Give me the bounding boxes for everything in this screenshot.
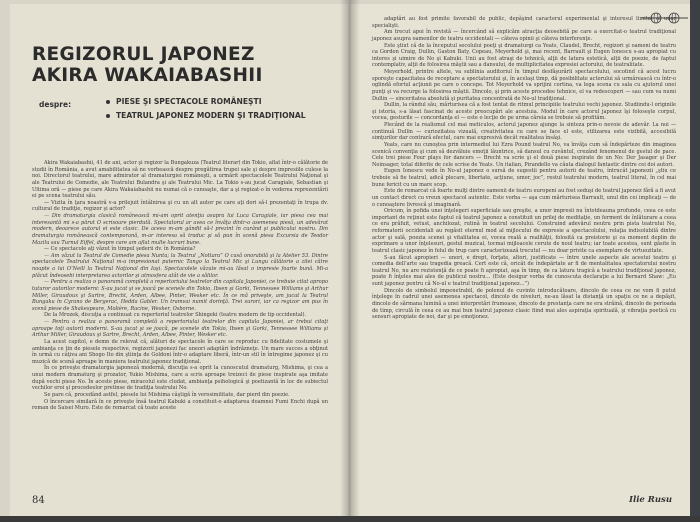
paragraph: Dincolo de simbolul impenetrabil, de polenul de cuvinte introducătoare, dincolo de ceea ce ne vom fi putut înţelege în cadrul unei asemenea spectacol, dincolo de niveluri, ne-au lăsat la distanţă un spaţiu ce ne a depăşit, dincolo de sărmana lumină a unei interpretări frumoase, dincolo de prestanţa care ne era străină, dincolo de perioada de timp, circulă în ceea ce au mai bun teatrul japonez clasic fiind mai ales aspiraţia spirituală, şi vibraţia poetică cu sensuri apropiate de noi, dar şi pe emoţionez. [372, 287, 676, 321]
bullet-icon [106, 114, 110, 118]
topic-label: PIESE ŞI SPECTACOLE ROMÂNEŞTI [116, 97, 262, 106]
bullet-icon [106, 100, 110, 104]
paragraph: Am trecut apoi în revistă — încercând să explicăm atracţia deosebită pe care a exercitat-o teatrul tradiţional japonez asupra oamenilor de teatru occidentali — câteva opinii şi câteva interferenţe. [372, 29, 676, 42]
paragraph: — Vizita în ţara noastră v-a prilejuit întâlnirea şi cu un alt autor pe care aţi dori să-l prezentaţi în trupa dv. cultural de tradiţie, regizor şi actor? [32, 199, 328, 213]
bottom-edge [0, 516, 700, 522]
article-title [32, 44, 332, 86]
paragraph: Plecând de la realismul cel mai meticulos, actorul japonez ajunge la sinteza prin-o nevoie de adevăr. La noi — continuă Dullin — curiozitatea vizuală, creativitatea cu care se face el este, stilizarea este vizibilă, accesibilă simţurilor dar contrară efectul, care mai expresivă decât realitatea însăşi. [372, 122, 676, 142]
paragraph: O încercare similară în ce priveşte însă teatrul Kabuki a constituit-o adaptarea doamnei Fumi Enchi după un roman de Saisei Muro. Este de remarcat că toate aceste [32, 398, 328, 412]
despre-label: despre: [39, 100, 72, 109]
page-number: 84 [32, 495, 45, 506]
topic-item [106, 95, 306, 109]
book-gutter [340, 0, 360, 522]
paragraph: — Din dramaturgia clasică românească mi-am oprit atenţia asupra lui Luca Caragiale, iar piesa cea mai interesantă mi s-a părut O scrisoare pierdută. Spectatorul ar avea ce învăţa dintr-o asemenea piesă, un adevărat modern, deoarece autorul ei este clasic. De aceea m-am gândit să-l prezint în curând şi publicului nostru. Din dramaturgia românească contemporană, m-ar interesa să traduc şi să pun în scenă piesa Excursia de Teodor Mazilu sau Turnul Eiffel, despre care am aflat multe lucruri bune. [32, 213, 328, 246]
paragraph: — Ce spectacole aţi văzut în timpul şederii dv. în România? [44, 246, 196, 253]
title-line-1: REGIZORUL JAPONEZ [32, 44, 255, 65]
paragraph: În ce priveşte dramaturgia japoneză modernă, discuţia s-a oprit la cunoscutul dramaturg, Mishima, şi cea a unui modern dramaturg şi prozator, Yukio Mishima, care a scris aproape treizeci de piese inspirate aşa imitate după vechi piese No. În aceste piese, miracolul este cludat, ambianţa psihologică şi poetizantă în loc de subiectul vechilor eroi şi procedeelor pretinse de tradiţia teatrului No. [32, 365, 328, 392]
author-signature: Ilie Rusu [628, 495, 672, 505]
title-line-2: AKIRA WAKAIABASHII [32, 65, 263, 86]
right-body-text [372, 16, 676, 321]
paragraph: La acest capitol, e demn de relevat că, alături de spectacole în care se reproduc cu fidelitate costumele şi ambianţa ce ţin de piesele respective, regizorii japonezi fac uneori adaptări îndrăzneţe. Un mare succes a obţinut în urmă cu câţiva ani Shogo Ito din ştiinţa de Goldoni într-o adaptare liberă, într-un stil în întregime japonez şi cu muzică de scenă aproape în maniera teatrului japonez tradiţional. [32, 338, 328, 365]
paragraph: Meyerhold, printre altele, va sublinia auditoriul în timpul desfăşurării spectacolului, socotind că acest lucru sporeşte capacitatea de receptare a spectatorului şi, în acelaşi timp, dă posibilitate actorului să urmărească cu într-o oglindă efortul acţiunii pe care o concepe. Tot Meyerhold va sprijini cortina, va lega scena cu sala cu ajutorul unei punţi şi va recurge la folosirea măştii. Dincolo, şi prin aceste procedee tehnice, el va redescoperi — sau cum va numi Dullin — sinceritatea absolută şi puritatea concentrată de No-ul tradiţional. [372, 69, 676, 102]
paragraph: Dullin, la rândul său, mărturisea că a fost tentat de ritmul principiile teatrului vechi japonez. Studiindu-l originile şi istoria, s-a lăsat fascinat de aceste preocupări ale acestuia. Modul în care actorul japonez îşi foloseşte corpul, vocea, gesturile — concordanţa el — este o lecţie de pe urma căreia se trebuie să profităm. [372, 102, 676, 122]
binding-edge [690, 0, 700, 522]
paragraph: De la Mrozek, discuţia a continuat cu repertoriul teatrelor Shingeki (teatru modern de tip occidental). [44, 312, 307, 319]
topic-label: TEATRUL JAPONEZ MODERN ŞI TRADIŢIONAL [116, 111, 306, 120]
topic-list [106, 95, 306, 123]
paragraph: adaptări au fost primite favorabil de public, depăşind caracterul experimental şi interesul limitat al unor specialişti. [372, 16, 676, 29]
paragraph: Yeats, care nu cunoştea prin intermediul lui Ezra Pound teatrul No, va învăţa cum să îndepărteze din imaginea scenică convenţia şi cum să dezvăluie emoţii lăuntrice, să dansul cu cuvântul, crezând fenomenul de gestul de pace. Cele trei piese Four plays for dancers — Brecht va scrie şi el două piese inspirate de un No: Der Jasager şi Der Neinsager, total diferite de cele scrise de Yeats. Un italian, Pirandello va căuta dialogul fantastic dintre cei doi autori. [372, 141, 676, 168]
paragraph: — Pentru a realiza o panoramă completă a repertoriului teatrelor din capitala Japoniei, ce trebuie citat apropo tuturor autorilor moderni: S-au jucat şi se joacă pe scenele din Tokio, Ibsen şi Gorki, Tennessee Williams şi Arthur Miller, Giraudoux şi Sartre, Brecht, Arden, Albee, Pinter, Wesker etc. În ce mă priveşte, am jucat la Teatrul Bungaku în Cyrano de Bergerac, Hedda Gabler. Un tramvai numit dorinţă. Trei surori, iar ca regizor am pus în scenă piese de Shakespeare, Molière, Racine, Wesker, Osborne. [32, 279, 328, 312]
paragraph: Akira Wakaiabashii, 41 de ani, actor şi regizor la Bungakuza (Teatrul literar) din Tokio, aflat într-o călătorie de studii în România, a avut amabilitatea să ne vorbească despre pregătirea trupei sale şi despre impresiile culese la noi. Directorul teatrului, mare admirator al dramaturgiei româneşti, a urmărit spectacolele Teatrului Naţional şi ale Teatrului de Comedie, ale Teatrului Bulandra şi ale Teatrului Mic. La Tokio s-au jucat Caragiale, Sebastian şi Ultima oră — piese pe care Akira Wakaiabashii nu numai că o cunoaşte, dar a şi regizat-o în vederea reprezentării ei pe scena teatrului său. [32, 160, 328, 200]
paragraph: S-au făcut apropieri — unori, e drept, forţate, altori, justificate — între unele aspecte ale acestui teatru şi comedia dell’arte sau tragedia greacă. Cert este că, oricât de îndepărtate ar fi de mentalitatea spectatorului nostru teatrul No, nu are rezistenţă de ce poate fi apropiat, aşa în timp, de ca latura tragică a teatrului tradiţional japonez, poate fi înţeles mai ales de publicul nostru... (Este desigur vorba de cunoscuta declaraţie a lui Bernard Shaw: „Eu sunt japonez pentru că No-ul e teatrul tradiţional japonez...”) [372, 254, 676, 287]
paragraph: Este de remarcat că foarte mulţi dintre oamenii de teatru europeni au fost seduşi de teatrul japonez fără a fi avut un contact direct cu vreun spectacol autentic. Este vorba — aşa cum mărturisea Barrault, unul din cei implicaţi — de o cunoaştere livrescă şi imaginară. [372, 188, 676, 208]
paragraph: — Am văzut la Teatrul de Comedie piesa Nunta; la Teatrul „Nottara” O casă onorabilă şi la Atelier 53. Dintre spectacolele Teatrului Naţional m-a impresionat puternic Tango la Teatrul Mic şi Lungu călătorie a zilei către noapte a lui O’Neill la Teatrul Naţional din Iaşi. Spectacolele văzute mi-au lăsat o impresie foarte bună. Mi-a plăcut îndeosebi interpretarea actorilor şi atmosfera atât de vie a sălilor. [32, 252, 328, 279]
paragraph: Se pare că, procedând astfel, piesele lui Mishima câştigă în verosimilitate, dar pierd din poezie. [44, 391, 290, 398]
topic-item [106, 109, 306, 123]
paragraph: Este ştiut că de la începutul secolului poeţi şi dramaturgi ca Yeats, Claudel, Brecht, regizori şi oameni de teatru ca Gordon Craig, Dullin, Gaston Baty, Copeau, Meyerhold şi, mai recent, Barrault şi Eugen Ionescu s-au apropiat cu interes şi uimire de No şi Kabuki. Unii au fost atraşi de tehnică, alţii de latura estetică, alţii de poezie, de faptul contemplativ, alţii de folosirea măştii sau a dansului, de multiplicitatea expresiei actorului, de teatralitate. [372, 42, 676, 69]
left-body-text [32, 160, 328, 412]
left-page [10, 4, 348, 516]
right-page [350, 4, 694, 516]
paragraph: — Pentru a realiza o panoramă completă a repertoriului teatrelor din capitala Japoniei, ar trebui citaţi aproape toţi autorii moderni. S-au jucat şi se joacă, pe scenele din Tokio, Ibsen şi Gorki, Tennessee Williams şi Arthur Miller, Giraudoux şi Sartre, Brecht, Arden, Albee, Pinter, Wesker etc. [32, 319, 328, 339]
paragraph: Eugen Ionescu vede în No-ul japonez o sursă de sugestii pentru autorii de teatru, întrucât japonezii „ştiu ce trebuie să fie teatrul, adică plecare, libertate, acţiune, umor, joc”, restul teatrului modern, teatrul literal, în cel mai bune fericit cu un mare scop. [372, 168, 676, 188]
paragraph: Oricum, în pofida unei înţelegeri superficiale sau greşite, a unor impresii nu întotdeauna profunde, ceea ce este important de reţinut este faptul că teatrul japonez a constituit un prilej de meditaţie, un ferment de înlăturare a ceea ce era prăfuit, vetust, anchilozat, rutină în teatrul secolului. Construind adevărul neutru prin pista teatrului No, reformatorii occidentali au regăsit eternul mod al mijlocului de expresie a spectacolului, relaţia indisolubilă dintre actor şi sală, poezia scenei şi vitalitatea ei, vocea reală a realităţii, folosită ca preistorie şi ca moment deplin de exprimare a unor înţelesuri, gestul muzical, tocmai mijloacele cerute de noul teatru; iar toate acestea, sunt găsite în teatrul clasic japonez în felul de trup care caracterizează trecutul — nu doar privite ca exemplare de virtuozitate. [372, 208, 676, 254]
